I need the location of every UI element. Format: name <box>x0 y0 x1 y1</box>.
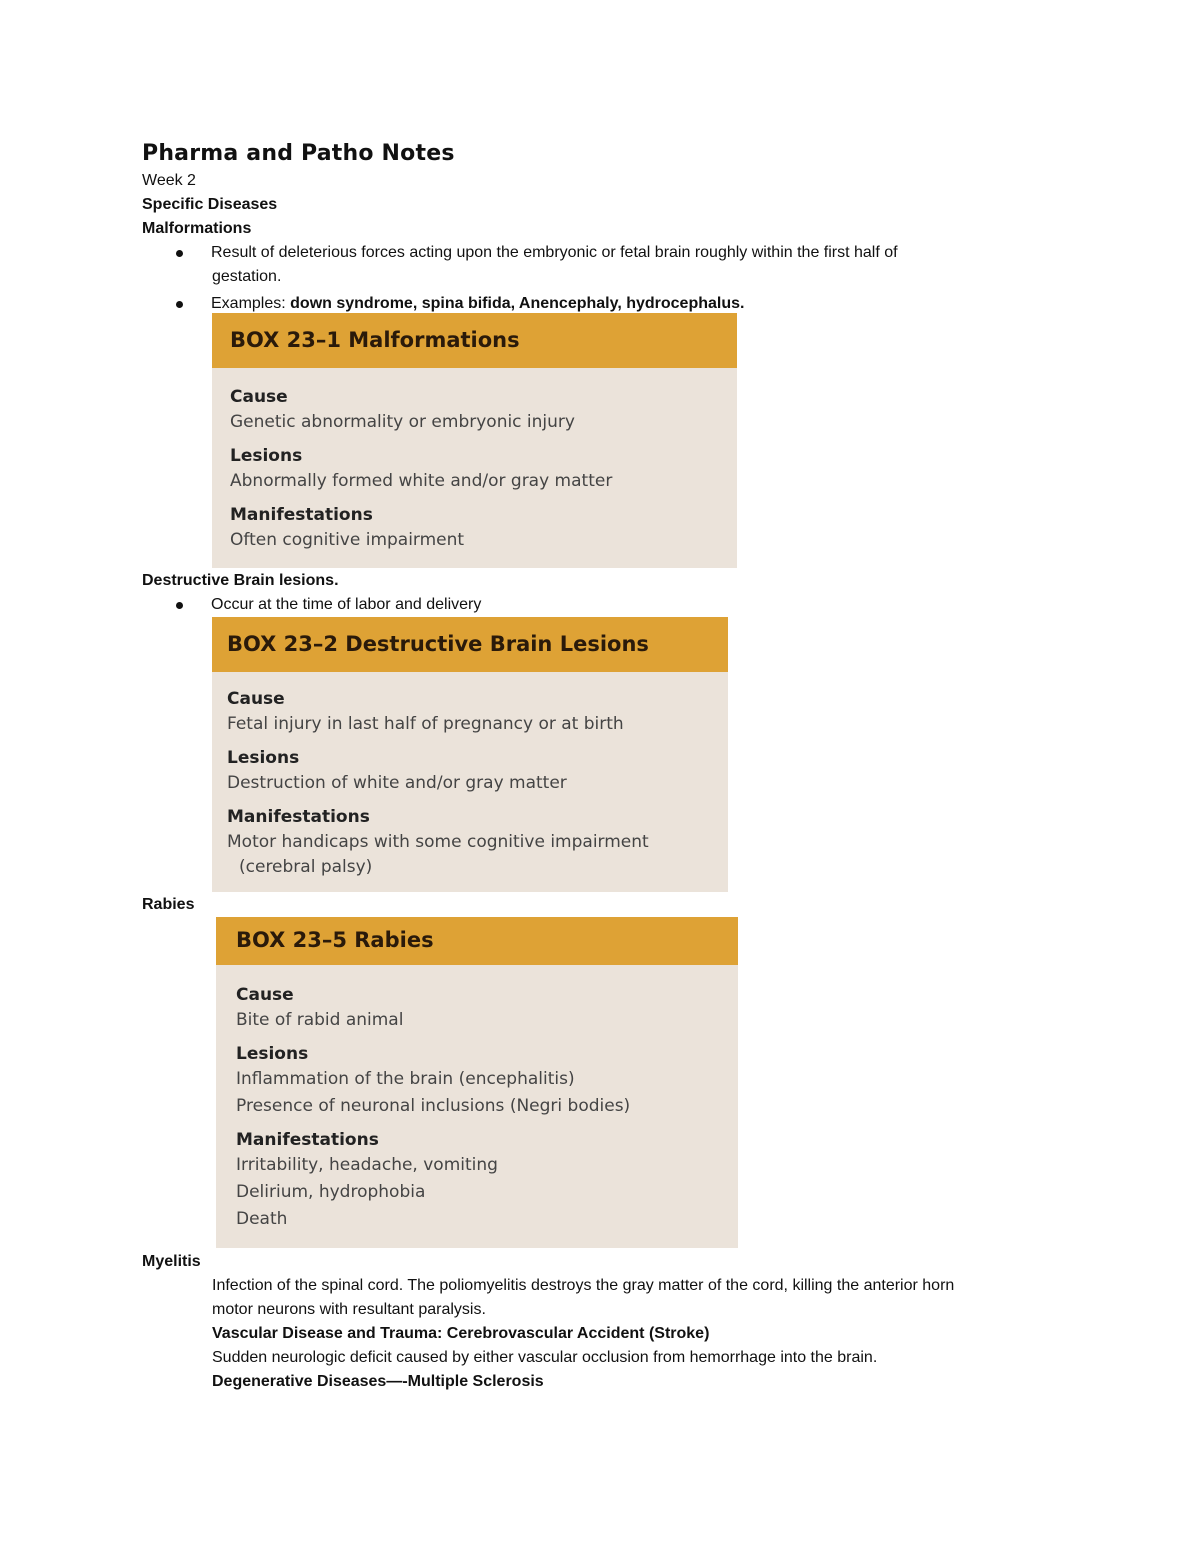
cause-label: Cause <box>230 387 288 407</box>
myelitis-heading: Myelitis <box>142 1253 201 1270</box>
manifestations-value: Death <box>236 1209 288 1229</box>
ms-heading: Degenerative Diseases—-Multiple Sclerosis <box>212 1373 544 1390</box>
cause-value: Fetal injury in last half of pregnancy or at birth <box>227 714 624 734</box>
manifestations-value: Often cognitive impairment <box>230 530 465 550</box>
cause-value: Genetic abnormality or embryonic injury <box>230 412 575 432</box>
box-destructive-brain-lesions <box>212 617 728 892</box>
lesions-label: Lesions <box>227 748 300 768</box>
bullet-text-continued: gestation. <box>212 268 282 285</box>
box-title: BOX 23–1 Malformations <box>230 328 520 352</box>
manifestations-label: Manifestations <box>236 1130 379 1150</box>
manifestations-label: Manifestations <box>227 807 370 827</box>
cause-label: Cause <box>236 985 294 1005</box>
manifestations-label: Manifestations <box>230 505 373 525</box>
stroke-heading: Vascular Disease and Trauma: Cerebrovascular Accident (Stroke) <box>212 1325 710 1342</box>
section-heading: Specific Diseases <box>142 196 278 213</box>
stroke-text: Sudden neurologic deficit caused by either vascular occlusion from hemorrhage into the brain. <box>212 1349 878 1366</box>
manifestations-value: Delirium, hydrophobia <box>236 1182 426 1202</box>
box-title: BOX 23–2 Destructive Brain Lesions <box>227 632 649 656</box>
box-body <box>230 385 612 554</box>
lesions-value: Abnormally formed white and/or gray matter <box>230 471 613 491</box>
examples-list: down syndrome, spina bifida, Anencephaly, hydrocephalus. <box>285 295 745 312</box>
box-malformations <box>212 313 737 568</box>
destructive-heading: Destructive Brain lesions. <box>142 572 339 589</box>
box-header <box>216 917 738 965</box>
manifestations-value: (cerebral palsy) <box>239 857 373 877</box>
bullet-icon <box>176 301 183 308</box>
rabies-heading: Rabies <box>142 896 195 913</box>
lesions-value: Presence of neuronal inclusions (Negri bodies) <box>236 1096 631 1116</box>
bullet-text: Result of deleterious forces acting upon the embryonic or fetal brain roughly within the first half of <box>211 244 898 261</box>
bullet-text: Occur at the time of labor and delivery <box>211 596 482 613</box>
examples-label: Examples: <box>211 295 286 312</box>
myelitis-text: Infection of the spinal cord. The poliomyelitis destroys the gray matter of the cord, killing the anterior horn <box>212 1277 955 1294</box>
bullet-icon <box>176 602 183 609</box>
bullet-icon <box>176 250 183 257</box>
lesions-label: Lesions <box>230 446 303 466</box>
cause-label: Cause <box>227 689 285 709</box>
cause-value: Bite of rabid animal <box>236 1010 404 1030</box>
box-rabies <box>216 917 738 1248</box>
lesions-value: Inflammation of the brain (encephalitis) <box>236 1069 575 1089</box>
manifestations-value: Irritability, headache, vomiting <box>236 1155 498 1175</box>
box-header <box>212 617 728 672</box>
myelitis-text-continued: motor neurons with resultant paralysis. <box>212 1301 486 1318</box>
week-label: Week 2 <box>142 172 196 189</box>
malformations-heading: Malformations <box>142 220 252 237</box>
box-header <box>212 313 737 368</box>
lesions-label: Lesions <box>236 1044 309 1064</box>
box-body <box>227 687 649 878</box>
page-title: Pharma and Patho Notes <box>142 141 455 166</box>
lesions-value: Destruction of white and/or gray matter <box>227 773 567 793</box>
manifestations-value: Motor handicaps with some cognitive impairment <box>227 832 649 852</box>
box-title: BOX 23–5 Rabies <box>236 928 434 952</box>
box-body <box>236 983 630 1233</box>
